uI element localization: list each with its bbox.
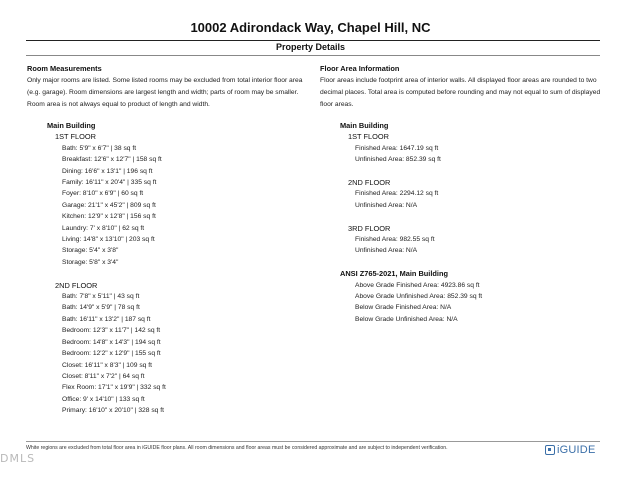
room-item: Foyer: 8'10" x 6'9" | 60 sq ft [62, 190, 144, 198]
room-item: Bedroom: 14'8" x 14'3" | 194 sq ft [62, 338, 161, 346]
area-building-heading: Main Building [340, 121, 389, 130]
room-item: Bath: 16'11" x 13'2" | 187 sq ft [62, 315, 151, 323]
title-divider [26, 40, 600, 41]
room-measurements-description: Only major rooms are listed. Some listed rooms may be excluded from total interior floor area (e.g. garage). Room dimensions are largest length and width; parts of room may be smaller. Room area is not always equal to product of length and width. [27, 77, 303, 108]
iguide-logo [545, 442, 595, 458]
room-building-heading: Main Building [47, 121, 96, 130]
room-item: Dining: 16'6" x 13'1" | 196 sq ft [62, 167, 153, 175]
area-line: Unfinished Area: 852.39 sq ft [355, 156, 441, 164]
floor-1-heading: 1ST FLOOR [55, 132, 96, 142]
area-line: Unfinished Area: N/A [355, 201, 418, 209]
floor-area-description: Floor areas include footprint area of interior walls. All displayed floor areas are rounded to two decimal places. Total area is computed before rounding and may not equal to sum of displayed floor areas. [320, 77, 601, 108]
room-item: Laundry: 7' x 8'10" | 62 sq ft [62, 224, 145, 232]
room-item: Storage: 5'8" x 3'4" [62, 258, 119, 266]
ansi-heading: ANSI Z765-2021, Main Building [340, 269, 449, 279]
ansi-line: Below Grade Unfinished Area: N/A [355, 315, 458, 323]
area-floor-3-heading: 3RD FLOOR [348, 223, 391, 233]
area-line: Finished Area: 982.55 sq ft [355, 236, 435, 244]
area-line: Finished Area: 2294.12 sq ft [355, 190, 439, 198]
iguide-logo-text: iGUIDE [557, 444, 596, 456]
room-item: Flex Room: 17'1" x 19'9" | 332 sq ft [62, 384, 166, 392]
room-item: Garage: 21'1" x 45'2" | 809 sq ft [62, 201, 156, 209]
page-subtitle: Property Details [275, 42, 346, 52]
ansi-line: Above Grade Finished Area: 4923.86 sq ft [355, 281, 480, 289]
area-line: Finished Area: 1647.19 sq ft [355, 144, 439, 152]
ansi-line: Below Grade Finished Area: N/A [355, 304, 452, 312]
room-item: Bath: 7'8" x 5'11" | 43 sq ft [62, 293, 140, 301]
area-floor-1-heading: 1ST FLOOR [348, 132, 389, 142]
footer-disclaimer: White regions are excluded from total floor area in iGUIDE floor plans. All room dimensions and floor areas must be considered approximate and are subject to independent verification. [26, 445, 448, 451]
room-item: Family: 16'11" x 20'4" | 335 sq ft [62, 179, 157, 187]
room-item: Storage: 5'4" x 3'8" [62, 247, 119, 255]
area-line: Unfinished Area: N/A [355, 247, 418, 255]
room-item: Office: 9' x 14'10" | 133 sq ft [62, 395, 145, 403]
mls-watermark: DMLS [0, 452, 36, 465]
room-item: Primary: 16'10" x 20'10" | 328 sq ft [62, 407, 164, 415]
room-item: Bath: 14'9" x 5'9" | 78 sq ft [62, 304, 140, 312]
floor-area-section [320, 63, 605, 325]
iguide-logo-icon [545, 445, 555, 455]
area-floor-2-heading: 2ND FLOOR [348, 178, 391, 188]
room-item: Closet: 8'11" x 7'2" | 64 sq ft [62, 372, 145, 380]
room-measurements-section [27, 63, 312, 417]
room-item: Bedroom: 12'2" x 12'9" | 155 sq ft [62, 350, 161, 358]
room-item: Bedroom: 12'3" x 11'7" | 142 sq ft [62, 327, 161, 335]
room-item: Breakfast: 12'6" x 12'7" | 158 sq ft [62, 156, 162, 164]
floor-2-heading: 2ND FLOOR [55, 280, 98, 290]
floor-area-heading: Floor Area Information [320, 64, 400, 73]
subtitle-divider [26, 55, 600, 56]
room-item: Kitchen: 12'9" x 12'8" | 156 sq ft [62, 213, 156, 221]
room-item: Bath: 5'9" x 6'7" | 38 sq ft [62, 144, 137, 152]
page-title: 10002 Adirondack Way, Chapel Hill, NC [190, 20, 431, 35]
room-item: Closet: 16'11" x 8'3" | 109 sq ft [62, 361, 152, 369]
footer-divider [26, 441, 600, 442]
ansi-line: Above Grade Unfinished Area: 852.39 sq ft [355, 293, 483, 301]
room-measurements-heading: Room Measurements [27, 64, 102, 73]
room-item: Living: 14'8" x 13'10" | 203 sq ft [62, 236, 155, 244]
